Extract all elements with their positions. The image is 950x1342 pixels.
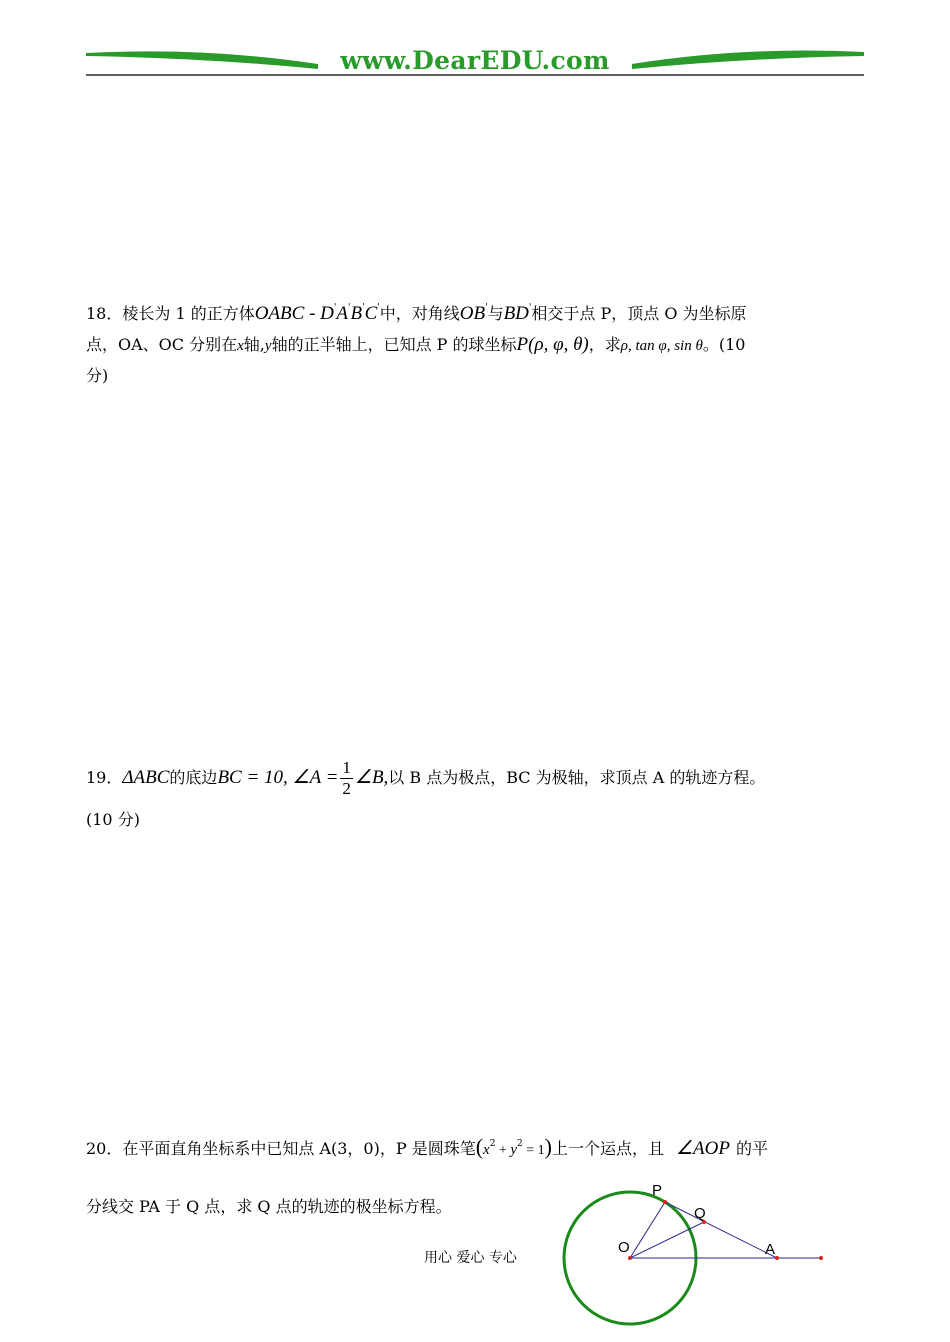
q18-ask-expr: ρ, tan φ, sin θ	[620, 338, 703, 354]
q20-text: 上一个运点，且	[551, 1139, 664, 1158]
q20-line-1	[86, 1136, 768, 1163]
q18-score: 。(10	[702, 335, 746, 354]
q18-line-2	[86, 334, 745, 357]
prime-mark: '	[528, 303, 532, 313]
q18-text: 的正半轴上，已知点 P 的球坐标	[287, 335, 517, 354]
q18-dash: -	[304, 303, 321, 324]
label-a: A	[765, 1241, 776, 1258]
q18-vertex-d: D	[320, 303, 334, 324]
q19-score: (10 分)	[86, 810, 140, 829]
q20-paren-close: )	[544, 1134, 552, 1159]
q19-number: 19．	[86, 768, 123, 787]
point-a	[775, 1256, 779, 1260]
prime-mark: '	[362, 303, 365, 313]
q19-text: 的底边	[169, 768, 218, 787]
q18-vertex-c: C	[364, 303, 378, 324]
q18-text: 相交于点 P，顶点 O 为坐标原	[531, 304, 747, 323]
prime-mark: '	[485, 303, 488, 313]
q20-angle-aop: ∠AOP	[676, 1138, 730, 1159]
q18-text: 点，OA、OC 分别在	[86, 335, 238, 354]
q18-vertex-b: B	[350, 303, 363, 324]
q20-paren-open: (	[475, 1134, 484, 1159]
q19-line-2	[86, 809, 140, 831]
q18-text: 18．棱长为 1 的正方体	[86, 304, 255, 323]
q20-circle-x: x	[483, 1142, 490, 1158]
q20-line-2	[86, 1196, 452, 1218]
q18-diagonal-bd: BD	[503, 303, 529, 324]
q19-fraction-num: 1	[342, 758, 351, 777]
q19-fraction-den: 2	[342, 779, 351, 798]
q18-spherical-coord: P(ρ, φ, θ)	[516, 334, 589, 355]
q18-text: ，求	[588, 335, 621, 354]
point-o	[628, 1256, 632, 1260]
q20-text: 的平	[735, 1139, 768, 1158]
q18-y-var: y	[264, 338, 272, 354]
q20-text: 20．在平面直角坐标系中已知点 A(3，0)，P 是圆珠笔	[86, 1139, 476, 1158]
site-name: www.DearEDU.com	[340, 46, 610, 75]
label-p: P	[652, 1182, 663, 1199]
q20-circle-y: y	[510, 1142, 518, 1158]
q19-text: 以 B 点为极点，BC 为极轴，求顶点 A 的轨迹方程。	[388, 768, 766, 787]
q18-vertex-a: A	[336, 303, 348, 324]
q18-score-unit: 分)	[86, 366, 109, 385]
header-banner	[86, 44, 864, 80]
q19-angle-b: ∠B,	[354, 767, 389, 788]
label-o: O	[618, 1239, 630, 1256]
q18-line-3	[86, 365, 108, 387]
q18-text: 轴	[271, 335, 288, 354]
q19-line-1	[86, 756, 765, 800]
q20-plus: +	[495, 1143, 511, 1158]
q19-equation: BC = 10, ∠A =	[217, 767, 339, 788]
prime-mark: '	[333, 303, 337, 313]
q20-text: 分线交 PA 于 Q 点，求 Q 点的轨迹的极坐标方程。	[86, 1197, 452, 1216]
q18-x-var: x	[237, 338, 244, 354]
prime-mark: '	[377, 303, 380, 313]
q19-fraction	[340, 758, 353, 799]
q18-diagonal-ob: OB	[459, 303, 486, 324]
label-q: Q	[694, 1205, 706, 1222]
prime-mark: '	[347, 303, 351, 313]
segment-pa	[665, 1202, 777, 1258]
q20-equals: = 1	[522, 1143, 545, 1158]
q18-text: 轴,	[243, 335, 265, 354]
q20-exponent: 2	[517, 1139, 523, 1149]
q20-figure	[555, 1180, 830, 1330]
q18-line-1	[86, 303, 747, 328]
point-end	[819, 1256, 823, 1260]
q18-text: 中，对角线	[379, 304, 460, 323]
q20-exponent: 2	[489, 1139, 496, 1149]
point-p	[663, 1200, 667, 1204]
q18-text: 与	[487, 304, 504, 323]
footer-slogan: 用心 爱心 专心	[424, 1250, 517, 1266]
q19-triangle: ΔABC	[122, 767, 170, 788]
q18-cube-base: OABC	[254, 303, 305, 324]
